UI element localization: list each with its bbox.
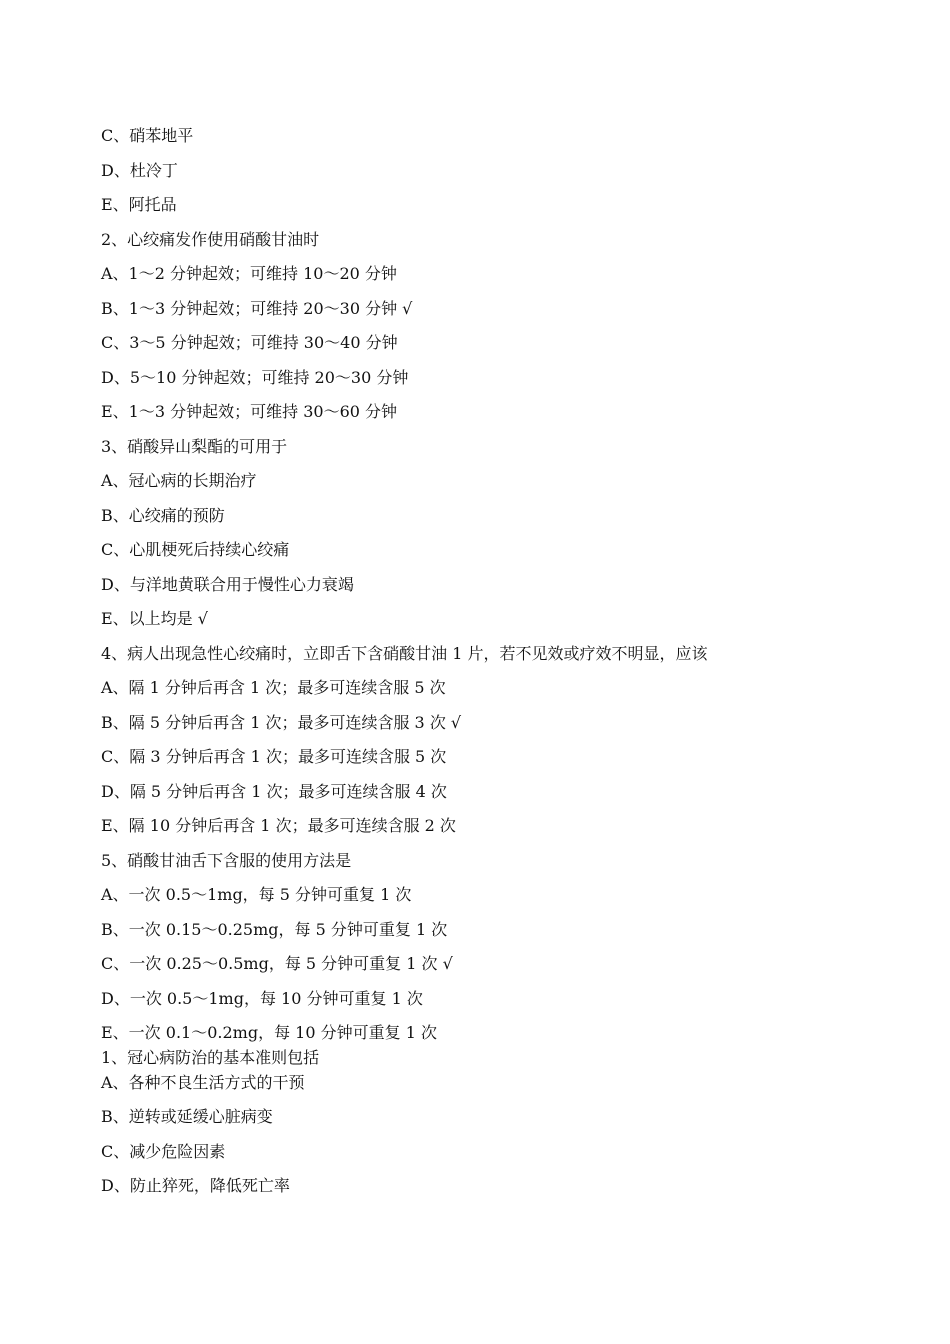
question-heading: 3、硝酸异山梨酯的可用于 [101,437,288,456]
text-line: D、5～10 分钟起效；可维持 20～30 分钟 [101,368,409,387]
text-line: A、一次 0.5～1mg，每 5 分钟可重复 1 次 [101,885,412,904]
text-line: A、1～2 分钟起效；可维持 10～20 分钟 [101,264,397,283]
text-line: A、隔 1 分钟后再含 1 次；最多可连续含服 5 次 [101,678,446,697]
text-line: B、心绞痛的预防 [101,506,225,525]
text-line: E、1～3 分钟起效；可维持 30～60 分钟 [101,402,398,421]
text-line: C、3～5 分钟起效；可维持 30～40 分钟 [101,333,398,352]
text-line: E、阿托品 [101,195,177,214]
text-line: D、杜冷丁 [101,161,178,180]
question-heading: 4、病人出现急性心绞痛时，立即舌下含硝酸甘油 1 片，若不见效或疗效不明显，应该 [101,644,708,663]
text-line: D、一次 0.5～1mg，每 10 分钟可重复 1 次 [101,989,423,1008]
question-heading: 5、硝酸甘油舌下含服的使用方法是 [101,851,352,870]
text-line: E、隔 10 分钟后再含 1 次；最多可连续含服 2 次 [101,816,456,835]
text-line: B、1～3 分钟起效；可维持 20～30 分钟 √ [101,299,413,318]
text-line: B、隔 5 分钟后再含 1 次；最多可连续含服 3 次 √ [101,713,462,732]
question-heading: 2、心绞痛发作使用硝酸甘油时 [101,230,320,249]
text-line: C、一次 0.25～0.5mg，每 5 分钟可重复 1 次 √ [101,954,453,973]
question-heading: 1、冠心病防治的基本准则包括 [101,1048,320,1067]
text-line: B、逆转或延缓心脏病变 [101,1107,273,1126]
text-line: C、心肌梗死后持续心绞痛 [101,540,290,559]
text-line: E、以上均是 √ [101,609,208,628]
text-line: D、防止猝死，降低死亡率 [101,1176,290,1195]
text-line: C、减少危险因素 [101,1142,226,1161]
text-line: C、隔 3 分钟后再含 1 次；最多可连续含服 5 次 [101,747,447,766]
text-line: A、各种不良生活方式的干预 [101,1073,305,1092]
text-line: D、与洋地黄联合用于慢性心力衰竭 [101,575,354,594]
text-line: C、硝苯地平 [101,126,194,145]
text-line: B、一次 0.15～0.25mg，每 5 分钟可重复 1 次 [101,920,448,939]
text-line: A、冠心病的长期治疗 [101,471,257,490]
text-line: D、隔 5 分钟后再含 1 次；最多可连续含服 4 次 [101,782,447,801]
text-line: E、一次 0.1～0.2mg，每 10 分钟可重复 1 次 [101,1023,437,1042]
